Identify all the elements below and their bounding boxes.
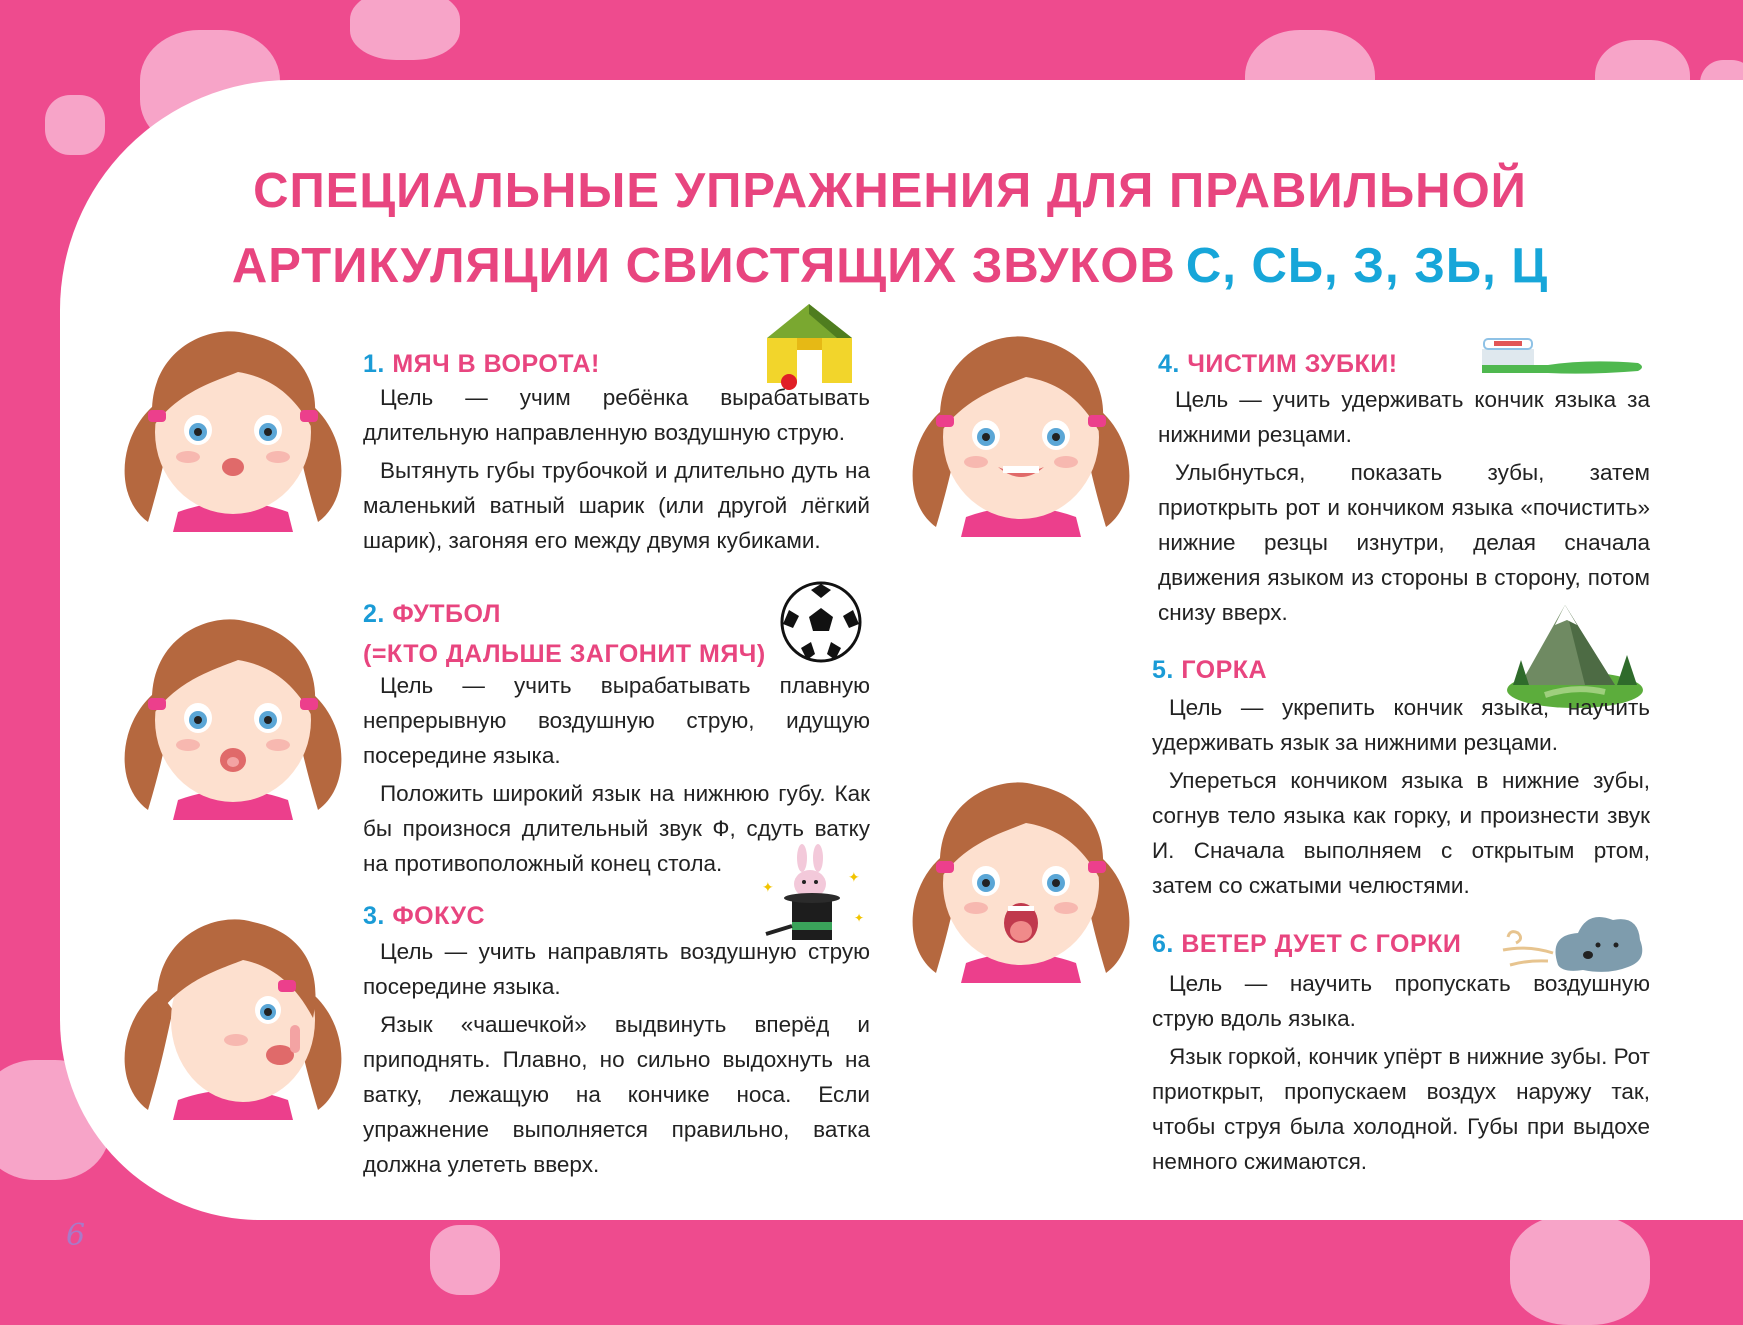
page-number: 6 xyxy=(66,1218,86,1253)
exercise-paragraph: Цель — учить вырабатывать плавную непрерывную воздушную струю, идущую посередине языка. xyxy=(363,673,870,768)
exercise-paragraph: Улыбнуться, показать зубы, затем приоткрыть рот и кончиком языка «почистить» нижние резцы изнутри, делая сначала движения языком из стороны в сторону, потом снизу вверх. xyxy=(1158,460,1650,625)
girl-face-pursed-lips-icon xyxy=(118,322,348,532)
soccer-ball-icon xyxy=(779,580,863,664)
exercise-2-heading xyxy=(363,600,501,629)
exercise-title: ФУТБОЛ xyxy=(392,600,501,628)
exercise-paragraph: Цель — учить направлять воздушную струю посередине языка. xyxy=(363,939,870,999)
exercise-paragraph: Вытянуть губы трубочкой и длительно дуть на маленький ватный шарик (или другой лёгкий шарик), загоняя его между двумя кубиками. xyxy=(363,458,870,553)
exercise-5-heading xyxy=(1152,656,1267,685)
exercise-4-text xyxy=(1158,382,1650,633)
exercise-paragraph: Положить широкий язык на нижнюю губу. Как бы произнося длительный звук Ф, сдуть ватку на противоположный конец стола. xyxy=(363,781,870,876)
exercise-paragraph: Язык «чашечкой» выдвинуть вперёд и приподнять. Плавно, но сильно выдохнуть на ватку, лежащую на кончике носа. Если упражнение выполняется правильно, ватка должна улететь вверх. xyxy=(363,1012,870,1177)
exercise-paragraph: Язык горкой, кончик упёрт в нижние зубы. Рот приоткрыт, пропускаем воздух наружу так, чтобы струя была холодной. Губы при выдохе немного сжимаются. xyxy=(1152,1044,1650,1174)
exercise-4-heading xyxy=(1158,350,1398,379)
exercise-3-text xyxy=(363,934,870,1185)
exercise-title: МЯЧ В ВОРОТА! xyxy=(392,350,600,378)
girl-face-open-mouth-icon xyxy=(906,773,1136,983)
exercise-1-text xyxy=(363,380,870,561)
exercise-number: 1. xyxy=(363,350,385,378)
bg-blob xyxy=(350,0,460,60)
exercise-title: ЧИСТИМ ЗУБКИ! xyxy=(1187,350,1398,378)
bg-blob xyxy=(430,1225,500,1295)
exercise-title: ФОКУС xyxy=(392,902,486,930)
exercise-title: ГОРКА xyxy=(1181,656,1268,684)
svg-text:✦: ✦ xyxy=(848,869,860,885)
exercise-paragraph: Цель — учить удерживать кончик языка за нижними резцами. xyxy=(1158,387,1650,447)
exercise-paragraph: Цель — укрепить кончик языка, научить удерживать язык за нижними резцами. xyxy=(1152,695,1650,755)
girl-face-smile-teeth-icon xyxy=(906,327,1136,537)
exercise-number: 4. xyxy=(1158,350,1180,378)
exercise-2-subheading: (=КТО ДАЛЬШЕ ЗАГОНИТ МЯЧ) xyxy=(363,640,766,668)
page-title-sounds: С, СЬ, З, ЗЬ, Ц xyxy=(1185,239,1549,293)
page-title-text: АРТИКУЛЯЦИИ СВИСТЯЩИХ ЗВУКОВ xyxy=(231,239,1176,293)
exercise-number: 2. xyxy=(363,600,385,628)
exercise-1-heading xyxy=(363,350,600,379)
exercise-number: 6. xyxy=(1152,930,1174,958)
exercise-title: ВЕТЕР ДУЕТ С ГОРКИ xyxy=(1181,930,1462,958)
exercise-6-heading xyxy=(1152,930,1461,959)
girl-face-tongue-up-icon xyxy=(118,910,348,1120)
bg-blob xyxy=(1510,1215,1650,1325)
exercise-paragraph: Упереться кончиком языка в нижние зубы, согнув тело языка как горку, и произнести звук И. Сначала выполняем с открытым ртом, затем со сжатыми челюстями. xyxy=(1152,768,1650,898)
svg-text:✦: ✦ xyxy=(762,879,774,895)
girl-face-blowing-icon xyxy=(118,610,348,820)
exercise-3-heading xyxy=(363,902,485,931)
page-title-line1: СПЕЦИАЛЬНЫЕ УПРАЖНЕНИЯ ДЛЯ ПРАВИЛЬНОЙ xyxy=(253,164,1527,218)
exercise-number: 3. xyxy=(363,902,385,930)
bg-blob xyxy=(45,95,105,155)
exercise-number: 5. xyxy=(1152,656,1174,684)
exercise-5-text xyxy=(1152,690,1650,906)
toothbrush-icon xyxy=(1478,335,1648,383)
svg-text:✦: ✦ xyxy=(854,911,865,925)
exercise-paragraph: Цель — научить пропускать воздушную струю вдоль языка. xyxy=(1152,971,1650,1031)
page-title-line2 xyxy=(150,238,1630,294)
exercise-paragraph: Цель — учим ребёнка вырабатывать длительную направленную воздушную струю. xyxy=(363,385,870,445)
exercise-6-text xyxy=(1152,966,1650,1182)
